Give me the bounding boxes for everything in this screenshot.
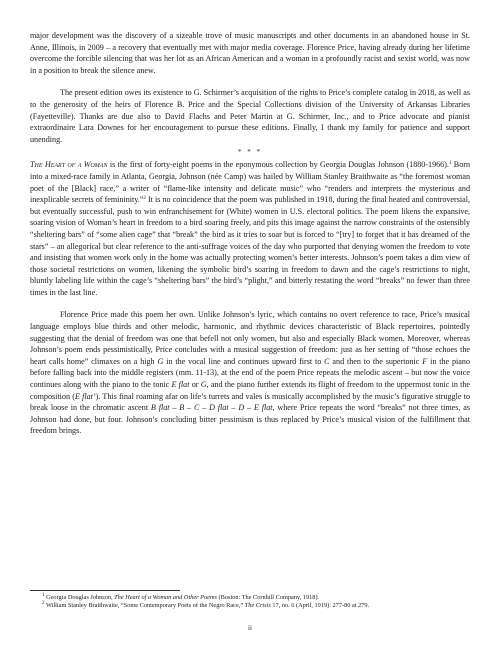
text-run: (Boston: The Cornhill Company, 1918). (216, 594, 320, 601)
footnote-number: 1 (42, 593, 45, 598)
paragraph-gap (30, 298, 470, 309)
body-text (30, 30, 470, 437)
paragraph-acknowledgments: The present edition owes its existence to G. Schirmer’s acquisition of the rights to Price’s complete catalog in 2018, as well as to the generosity of the heirs of Florence B. Price and the Special Collections division of the University of Arkansas Libraries (Fayetteville). Thanks are due also to David Flachs and Peter Martin at G. Schirmer, Inc., and to Price advocate and pianist extraordinaire Lara Downes for her encouragement to pursue these editions. Finally, I thank my family for patience and support unending. (30, 88, 470, 144)
note-name: E flat (171, 380, 190, 390)
footnotes (30, 594, 470, 611)
poem-title: The Heart of a Woman (30, 160, 108, 170)
text-run: Born into a mixed-race family in Atlanta, Georgia, Johnson (née Camp) was hailed by William Stanley Braithwaite as “the foremost woman poet of the [Black] race,” a writer of “flame-like intensity and delicate music” who “renders and interprets the mysterious and inexplicable secrets of femininity.” (30, 160, 470, 205)
text-run: Georgia Douglas Johnson, (44, 594, 115, 601)
footnote-ref-2[interactable]: 2 (143, 196, 146, 202)
note-name: F (422, 356, 428, 366)
book-title: The Heart of a Woman and Other Poems (114, 594, 217, 601)
text-run: 17, no. 6 (April, 1919): 277-80 at 279. (270, 602, 370, 610)
text-run: in the piano before falling back into the middle registers (mm. 11-13), at the end of the poem Price repeats the melodic ascent – but now the voice continues along with the piano to the tonic (30, 356, 470, 390)
text-run: William Stanley Braithwaite, “Some Contemporary Poets of the Negro Race,” (44, 602, 245, 610)
journal-title: The Crisis (244, 602, 271, 610)
paragraph-discovery: major development was the discovery of a sizeable trove of music manuscripts and other documents in an abandoned house in St. Anne, Illinois, in 2009 – a recovery that eventually met with major media coverage. Florence Price, having already during her lifetime overcome the forcible silencing that was her lot as an African American and a woman in a profoundly racist and sexist world, was now in a position to break the silence anew. (30, 31, 470, 75)
text-run: or (189, 380, 201, 390)
footnote-ref-1[interactable]: 1 (448, 161, 452, 167)
text-run: ). This final roaming afar on life’s turrets and vales is musically accomplished by the music’s figurative struggle to break loose in the chromatic ascent (30, 391, 470, 413)
page-number: ii (248, 624, 252, 632)
footnote-divider (30, 590, 180, 591)
footnote-number: 2 (42, 601, 45, 607)
text-run: is the first of forty-eight poems in the eponymous collection by Georgia Douglas Johnson (1880-1966). (107, 160, 449, 170)
text-run: Florence Price made this poem her own. Unlike Johnson’s lyric, which contains no overt reference to race, Price’s musical language employs blue thirds and other melodic, harmonic, and rhythmic devices characteristic of Black repertoires, pointedly suggesting that the denial of freedom was one that befell not only women, but also and especially Black women. Moreover, whereas Johnson’s poem ends pessimistically, Price concludes with a musical suggestion of freedom: just as her setting of “those echoes the heart calls home” climaxes on a high (30, 310, 470, 366)
text-run: It is no coincidence that the poem was published in 1918, during the final heated and controversial, but eventually successful, push to win enfranchisement for (White) women in U.S. electoral politics. The poem likens the expansive, soaring vision of Woman’s heart in freedom to a bird soaring freely, and pits this image against the narrow constraints of the ostensibly “sheltering bars” of “some alien cage” that “break” the bird as it tries to soar but is forced to “[try] to forget that it has dreamed of the stars” – an allegorical but clear reference to the anti-suffrage voices of the day who purported that denying women the freedom to vote and insisting that women work only in the home was actually protecting women’s better interests. Johnson’s poem takes a dim view of those societal restrictions on women, likening the symbolic bird’s soaring in freedom to dawn and the cage’s restrictions to night, bluntly labeling life within the cage’s “sheltering bars” the bird’s “plight,” and bitterly restating the word “breaks” no fewer than three times in the last line. (30, 195, 470, 297)
note-name: G (157, 356, 164, 366)
chromatic-ascent: B flat – B – C – D flat – D – E flat (150, 403, 273, 413)
footnote-2 (30, 602, 470, 610)
text-run: , and the piano further extends its flight of freedom to the uppermost tonic in the composition ( (30, 380, 470, 401)
section-divider-asterisks: * * * (238, 148, 262, 157)
note-name: G (200, 380, 207, 390)
note-name: C (324, 356, 330, 366)
paragraph-poem-introduction (30, 159, 470, 298)
note-name: E flat’ (74, 391, 96, 401)
paragraph-gap (30, 76, 470, 87)
paragraph-musical-analysis (30, 309, 470, 437)
text-run: in the vocal line and continues upward first to (163, 356, 325, 366)
text-run: , where Price repeats the word “breaks” not three times, as Johnson had done, but four. Johnson’s concluding bitter pessimism is thus replaced by Price’s musical vision of the fulfillment that freedom brings. (30, 403, 470, 436)
text-run: and then to the supertonic (329, 356, 423, 366)
